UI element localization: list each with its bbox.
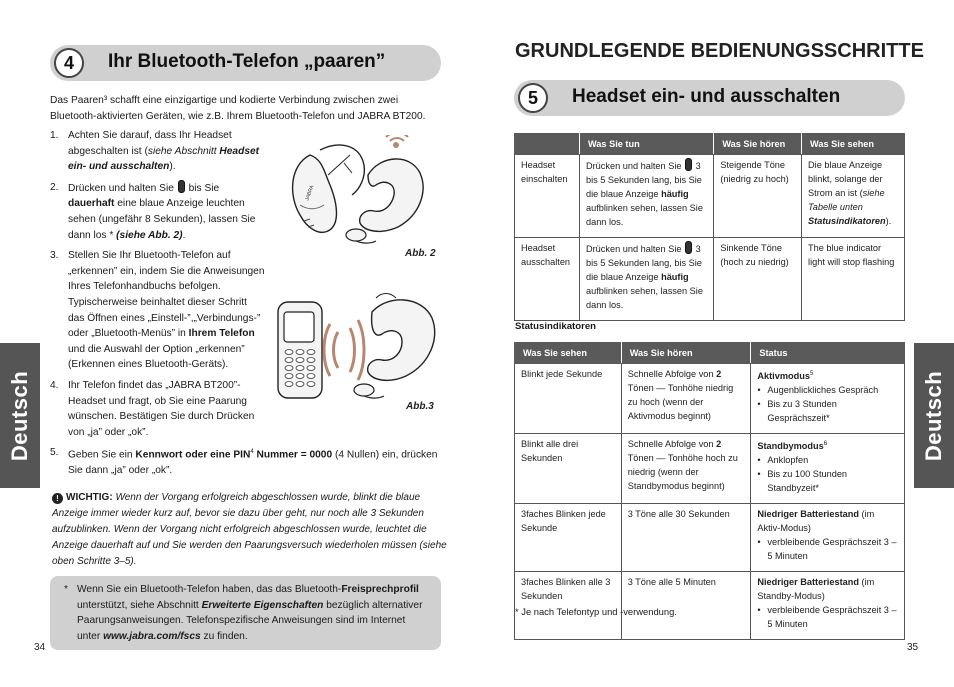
page-number-right: 35 — [907, 642, 919, 653]
section-title: Headset ein- und ausschalten — [572, 86, 841, 107]
headset-brand: JABRA — [304, 184, 316, 202]
section-4-header — [50, 45, 441, 81]
headset-button-icon — [685, 241, 692, 254]
figure-3-caption: Abb.3 — [406, 401, 434, 412]
right-page — [477, 0, 954, 687]
footnote-box: * Wenn Sie ein Bluetooth-Telefon haben, das das Bluetooth-Freisprechprofil unterstützt, siehe Abschnitt Erweiterte Eigenschaften bezüglich alternativer Paarungsanweisungen. Telefonspezifische Anweisungen sind im Internet unter www.jabra.com/fscs zu finden. — [50, 576, 441, 650]
jabra-url[interactable]: www.jabra.com/fscs — [103, 630, 201, 642]
table-row: 3faches Blinken jede Sekunde 3 Töne alle 30 Sekunden Niedriger Batteriestand (im Aktiv-Modus) • verbleibende Gesprächszeit 3 – 5 Minuten — [515, 504, 905, 572]
table-row: Headset einschalten Drücken und halten Sie 3 bis 5 Sekunden lang, bis Sie die blaue Anzeige häufig aufblinken sehen, lassen Sie dann los. Steigende Töne (niedrig zu hoch) Die blaue Anzeige blinkt, solange der Strom an ist (siehe Tabelle unten Statusindikatoren). — [515, 155, 905, 238]
figure-2-caption: Abb. 2 — [405, 248, 436, 259]
headset-button-icon — [178, 180, 185, 193]
step-3: 3. Stellen Sie Ihr Bluetooth-Telefon auf „erkennen” ein, indem Sie die Anweisungen Ihres Telefonhandbuchs befolgen. Typischerweise beinhaltet dieser Schritt das Öffnen eines „Einstell-”,„Verbindungs-” oder „Bluetooth-Menüs” in Ihrem Telefon und die Auswahl der Option „erkennen” (Erkennen eines Bluetooth-Geräts). — [50, 250, 265, 371]
section-title: Ihr Bluetooth-Telefon „paaren” — [108, 51, 386, 72]
headset-illustration-fig2 — [280, 135, 440, 255]
page-number-left: 34 — [34, 642, 46, 653]
status-table — [514, 342, 905, 640]
section-5-header — [514, 80, 905, 116]
intro-paragraph: Das Paaren³ schafft eine einzigartige und kodierte Verbindung zwischen zwei Bluetooth-aktivierten Geräten, wie z.B. Ihrem Bluetooth-Telefon und JABRA BT200. — [50, 95, 426, 122]
status-indicators-label: Statusindikatoren — [515, 321, 597, 332]
warning-label: WICHTIG: — [66, 492, 113, 503]
table-footnote: * Je nach Telefontyp und -verwendung. — [515, 606, 677, 617]
warning-paragraph — [52, 490, 447, 570]
chapter-heading: GRUNDLEGENDE BEDIENUNGSSCHRITTE — [515, 40, 924, 62]
step-5: 5. Geben Sie ein Kennwort oder eine PIN$^4$ Nummer = 0000 (4 Nullen) ein, drücken Sie dann „ja” oder „ok”. — [50, 447, 438, 477]
section-number: 4 — [54, 48, 84, 78]
headset-button-icon — [685, 158, 692, 171]
power-table — [514, 133, 905, 321]
step-2: 2. Drücken und halten Sie bis Sie dauerhaft eine blaue Anzeige leuchten sehen (ungefähr 8 Sekunden), lassen Sie dann los * (siehe Abb. 2). — [50, 181, 256, 241]
table-header-row: Was Sie sehen Was Sie hören Status — [515, 343, 905, 364]
table-row: Blinkt alle drei Sekunden Schnelle Abfolge von 2 Tönen — Tonhöhe hoch zu niedrig (wenn der Standbymodus beginnt) Standbymodus$^6$ • Anklopfen • Bis zu 100 Stunden Standbyzeit* — [515, 434, 905, 504]
step-1: 1. Achten Sie darauf, dass Ihr Headset abgeschalten ist (siehe Abschnitt Headset ein- und ausschalten). — [50, 130, 260, 173]
table-row: 3faches Blinken alle 3 Sekunden 3 Töne alle 5 Minuten Niedriger Batteriestand (im Standby-Modus) • verbleibende Gesprächszeit 3 – 5 Minuten — [515, 572, 905, 640]
language-tab-left: Deutsch — [0, 343, 40, 488]
footnote-text: Wenn Sie ein Bluetooth-Telefon haben, das das Bluetooth-Freisprechprofil unterstützt, siehe Abschnitt Erweiterte Eigenschaften bezüglich alternativer Paarungsanweisungen. Telefonspezifische Anweisungen sind im Internet unter www.jabra.com/fscs zu finden. — [77, 584, 423, 642]
phone-headset-illustration-fig3 — [272, 292, 442, 404]
language-tab-right: Deutsch — [914, 343, 954, 488]
warning-text: Wenn der Vorgang erfolgreich abgeschlossen wurde, blinkt die blaue Anzeige immer wieder kurz auf, bevor sie dazu über geht, nur noch alle 3 Sekunden aufzublinken. Wenn der Vorgang nicht erfolgreich abgeschlossen wurde, leuchtet die Anzeige dauerhaft auf und Sie werden den Paarungsversuch wiederholen müssen (siehe oben Schritte 3–5). — [52, 492, 447, 567]
table-row: Headset ausschalten Drücken und halten Sie 3 bis 5 Sekunden lang, bis Sie die blaue Anzeige häufig aufblinken sehen, lassen Sie dann los. Sinkende Töne (hoch zu niedrig) The blue indicator light will stop flashing — [515, 238, 905, 321]
table-header-row: Was Sie tun Was Sie hören Was Sie sehen — [515, 134, 905, 155]
exclamation-icon: ! — [52, 493, 63, 504]
step-4: 4. Ihr Telefon findet das „JABRA BT200”-Headset und fragt, ob Sie eine Paarung wünschen. Bestätigen Sie durch Drücken von „ja” oder „ok”. — [50, 379, 255, 438]
section-number: 5 — [518, 83, 548, 113]
table-row: Blinkt jede Sekunde Schnelle Abfolge von 2 Tönen — Tonhöhe niedrig zu hoch (wenn der Aktivmodus beginnt) Aktivmodus$^5$ • Augenblickliches Gespräch • Bis zu 3 Stunden Gesprächszeit* — [515, 364, 905, 434]
